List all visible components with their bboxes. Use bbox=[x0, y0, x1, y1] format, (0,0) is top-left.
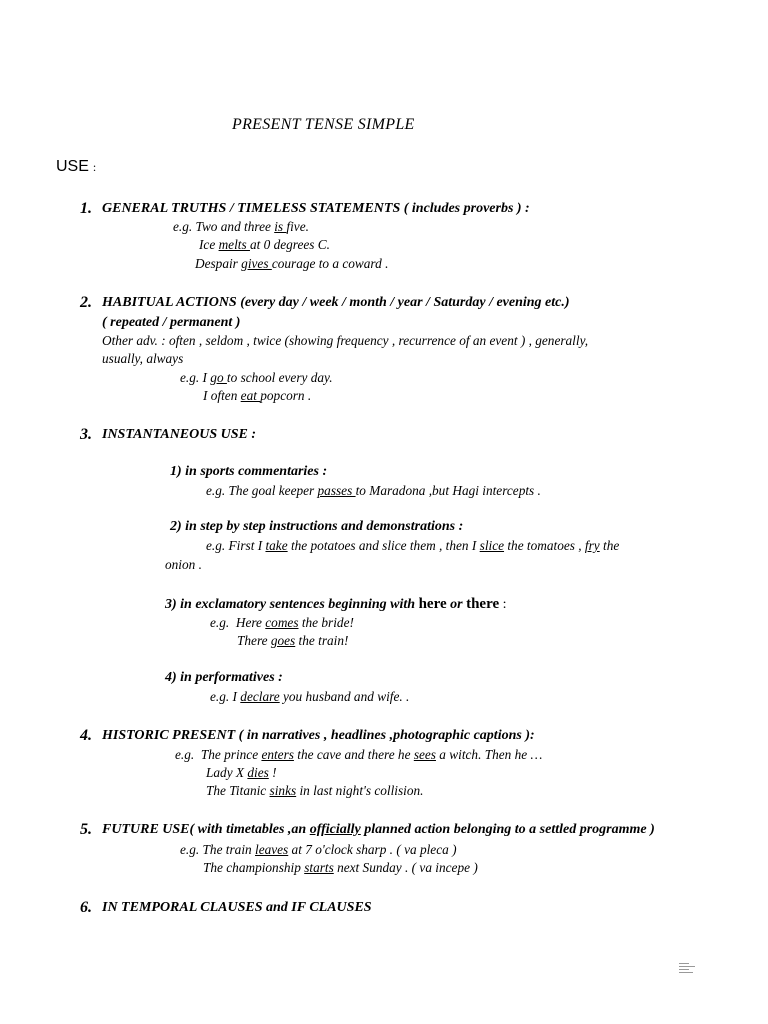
text: the train! bbox=[295, 633, 349, 648]
section-2-example-2 bbox=[203, 388, 311, 404]
text: at 7 o'clock sharp . ( va pleca ) bbox=[288, 842, 457, 857]
verb: is bbox=[274, 219, 287, 234]
use-colon: : bbox=[92, 160, 97, 174]
section-3-point-4-example bbox=[210, 689, 409, 705]
text: ! bbox=[268, 765, 277, 780]
section-2-number: 2. bbox=[80, 294, 92, 311]
page-title: PRESENT TENSE SIMPLE bbox=[232, 116, 415, 133]
section-5-number: 5. bbox=[80, 821, 92, 838]
section-1-example-3 bbox=[195, 256, 388, 272]
text: the tomatoes , bbox=[504, 538, 585, 553]
verb: comes bbox=[265, 615, 299, 630]
section-3-point-2-example-cont: onion . bbox=[165, 557, 202, 572]
text: the bbox=[599, 538, 620, 553]
text: the cave and there he bbox=[293, 747, 414, 762]
verb: enters bbox=[261, 747, 294, 762]
section-4-example-3 bbox=[206, 783, 423, 799]
section-4-number: 4. bbox=[80, 727, 92, 744]
verb: goes bbox=[270, 633, 296, 648]
text: The goal keeper bbox=[228, 483, 318, 498]
text: to school every day. bbox=[226, 370, 333, 385]
keyword-there: there bbox=[466, 596, 500, 612]
section-4-example-1 bbox=[175, 747, 542, 763]
verb: eat bbox=[240, 388, 261, 403]
verb: go bbox=[210, 370, 227, 385]
section-1-heading: GENERAL TRUTHS / TIMELESS STATEMENTS ( includes proverbs ) : bbox=[102, 201, 530, 216]
text: to Maradona ,but Hagi intercepts . bbox=[355, 483, 541, 498]
eg-label: e.g. bbox=[175, 747, 195, 762]
text: I bbox=[232, 689, 241, 704]
text: The Titanic bbox=[206, 783, 270, 798]
verb: starts bbox=[304, 860, 334, 875]
eg-label: e.g. bbox=[210, 615, 230, 630]
text: Here bbox=[235, 615, 266, 630]
text: Two and three bbox=[195, 219, 275, 234]
verb: sinks bbox=[269, 783, 297, 798]
section-2-adverbs-line-1: Other adv. : often , seldom , twice (showing frequency , recurrence of an event ) , generally, bbox=[102, 333, 589, 348]
section-6-heading: IN TEMPORAL CLAUSES and IF CLAUSES bbox=[102, 900, 372, 915]
section-3-heading: INSTANTANEOUS USE : bbox=[102, 427, 257, 442]
text: The prince bbox=[200, 747, 262, 762]
section-1-example-2 bbox=[199, 237, 330, 253]
section-4-heading: HISTORIC PRESENT ( in narratives , headlines ,photographic captions ): bbox=[102, 728, 535, 743]
use-heading bbox=[56, 158, 96, 176]
text: popcorn . bbox=[260, 388, 312, 403]
text: 3) in exclamatory sentences beginning with bbox=[165, 597, 419, 612]
verb: passes bbox=[317, 483, 356, 498]
text: five. bbox=[286, 219, 309, 234]
verb: gives bbox=[241, 256, 272, 271]
use-label: USE bbox=[56, 158, 89, 175]
section-2-adverbs-line-2: usually, always bbox=[102, 351, 184, 366]
verb: slice bbox=[479, 538, 505, 553]
section-3-point-3-example-2 bbox=[237, 633, 348, 649]
eg-label: e.g. bbox=[180, 370, 200, 385]
text: Ice bbox=[199, 237, 219, 252]
verb: declare bbox=[240, 689, 280, 704]
text: The championship bbox=[203, 860, 305, 875]
section-2-example-1 bbox=[180, 370, 333, 386]
section-3-point-1-heading: 1) in sports commentaries : bbox=[170, 464, 328, 479]
section-6-number: 6. bbox=[80, 899, 92, 916]
verb: leaves bbox=[255, 842, 289, 857]
section-2-subheading: ( repeated / permanent ) bbox=[102, 315, 241, 330]
section-3-point-3-example-1 bbox=[210, 615, 354, 631]
text: at 0 degrees C. bbox=[249, 237, 330, 252]
text: courage to a coward . bbox=[271, 256, 389, 271]
verb: melts bbox=[218, 237, 250, 252]
verb: sees bbox=[413, 747, 436, 762]
section-3-point-3-heading bbox=[165, 596, 507, 613]
section-3-number: 3. bbox=[80, 426, 92, 443]
keyword-here: here bbox=[418, 596, 447, 612]
text: I bbox=[202, 370, 211, 385]
text: FUTURE USE( with timetables ,an bbox=[102, 822, 310, 837]
text: in last night's collision. bbox=[296, 783, 424, 798]
text: I often bbox=[203, 388, 241, 403]
text: The train bbox=[202, 842, 255, 857]
text: There bbox=[237, 633, 271, 648]
section-3-point-4-heading: 4) in performatives : bbox=[165, 670, 283, 685]
eg-label: e.g. bbox=[173, 219, 193, 234]
text: planned action belonging to a settled programme ) bbox=[360, 822, 655, 837]
section-4-example-2 bbox=[206, 765, 277, 781]
eg-label: e.g. bbox=[180, 842, 200, 857]
eg-label: e.g. bbox=[206, 483, 226, 498]
underlined-word: officially bbox=[309, 822, 361, 837]
text: a witch. Then he … bbox=[435, 747, 543, 762]
eg-label: e.g. bbox=[206, 538, 226, 553]
section-5-heading bbox=[102, 822, 655, 838]
text: First I bbox=[228, 538, 266, 553]
text: : bbox=[499, 597, 507, 612]
text: the potatoes and slice them , then I bbox=[287, 538, 480, 553]
text: Despair bbox=[195, 256, 242, 271]
verb: fry bbox=[584, 538, 600, 553]
section-3-point-1-example bbox=[206, 483, 541, 499]
text: or bbox=[446, 597, 467, 612]
verb: take bbox=[265, 538, 288, 553]
text: Lady X bbox=[206, 765, 248, 780]
text: next Sunday . ( va incepe ) bbox=[333, 860, 478, 875]
section-2-heading: HABITUAL ACTIONS (every day / week / month / year / Saturday / evening etc.) bbox=[102, 295, 570, 310]
section-5-example-1 bbox=[180, 842, 457, 858]
section-3-point-2-heading: 2) in step by step instructions and demonstrations : bbox=[170, 519, 464, 534]
section-1-number: 1. bbox=[80, 200, 92, 217]
eg-label: e.g. bbox=[210, 689, 230, 704]
page-lines-icon bbox=[679, 963, 695, 977]
section-3-point-2-example bbox=[206, 538, 619, 554]
verb: dies bbox=[247, 765, 269, 780]
text: the bride! bbox=[298, 615, 354, 630]
section-1-example-1 bbox=[173, 219, 309, 235]
section-5-example-2 bbox=[203, 860, 478, 876]
text: you husband and wife. . bbox=[279, 689, 410, 704]
